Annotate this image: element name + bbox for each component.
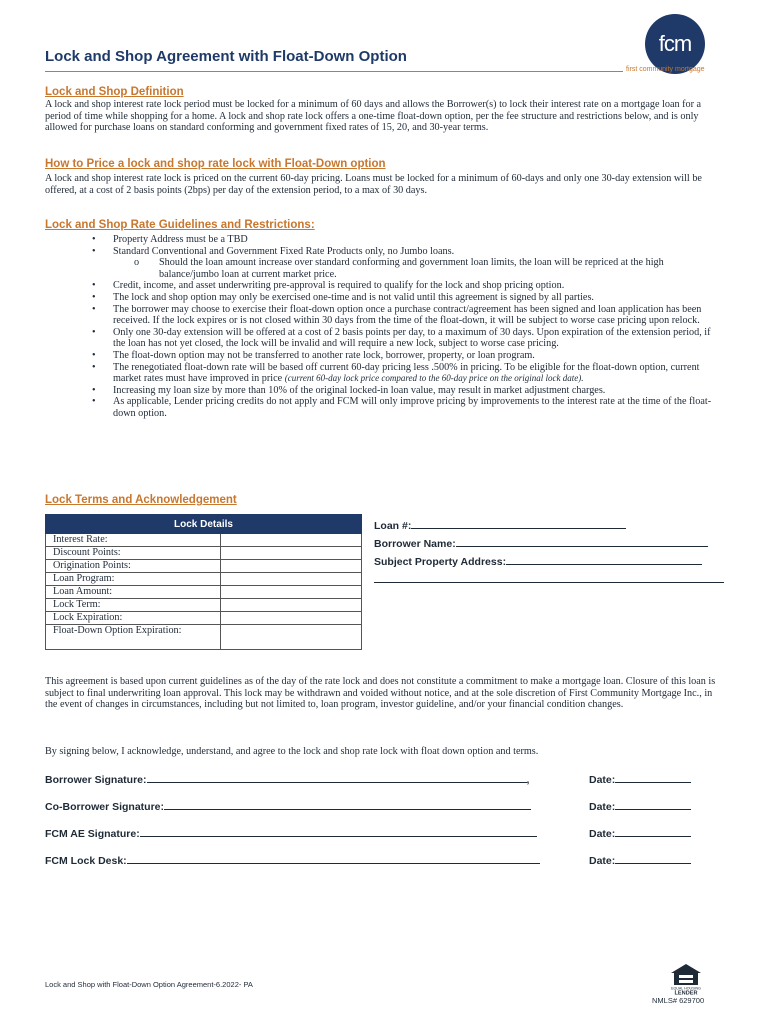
bullet-icon: • <box>92 396 96 408</box>
guidelines-list <box>45 234 725 420</box>
co-borrower-signature-field[interactable]: Co-Borrower Signature: <box>45 800 531 813</box>
title-divider <box>45 71 623 72</box>
bullet-icon: • <box>92 280 96 292</box>
logo-tagline: first community mortgage <box>626 66 705 73</box>
bullet-icon: • <box>92 361 96 373</box>
bullet-icon: • <box>92 349 96 361</box>
definition-heading: Lock and Shop Definition <box>45 86 184 98</box>
loan-number-field[interactable]: Loan #: <box>374 519 626 532</box>
value-cell[interactable] <box>221 547 362 560</box>
table-row: Interest Rate: <box>46 534 362 547</box>
ae-signature-line[interactable] <box>140 827 537 837</box>
table-row: Float-Down Option Expiration: <box>46 625 362 650</box>
guideline-item: • The borrower may choose to exercise their float-down option once a purchase contract/agreement has been signed and loan application has been received. If the lock expires or is not closed within 30 days from the time of the float-down, it will be subject to worse case pricing upon relock. <box>92 303 702 327</box>
equal-housing-lender-icon <box>666 963 706 995</box>
table-row: Lock Expiration: <box>46 612 362 625</box>
footer-document-id: Lock and Shop with Float-Down Option Agreement-6.2022- PA <box>45 980 253 989</box>
table-row: Lock Term: <box>46 599 362 612</box>
guideline-item: • Increasing my loan size by more than 10% of the original locked-in loan value, may result in market adjustment charges. <box>92 384 606 396</box>
logo-text: fcm <box>658 31 692 56</box>
fcm-logo <box>645 14 705 74</box>
table-row: Discount Points: <box>46 547 362 560</box>
float-down-note: (current 60-day lock price compared to the 60-day price on the original lock date). <box>284 373 584 384</box>
guideline-item: • Only one 30-day extension will be offered at a cost of 2 basis points per day, to a maximum of 30 days. Upon expiration of the extension period, if the loan has not yet closed, the lock will be invalid and will require a new lock, subject to worse case pricing. <box>92 326 711 350</box>
acknowledgement-text: By signing below, I acknowledge, understand, and agree to the lock and shop rate lock with float down option and terms. <box>45 746 539 757</box>
table-row: Loan Program: <box>46 573 362 586</box>
borrower-date-field[interactable]: Date: <box>589 773 691 786</box>
definition-body: A lock and shop interest rate lock period must be locked for a minimum of 60 days and allows the Borrower(s) to lock their interest rate on a mortgage loan for a period of time while shopping for a home. A lock and shop rate lock offers a one-time float-down option, per the fee structure and restrictions below, and is only allowed for purchase loans on standard conforming and government fixed rates of 15, 20, and 30-year terms. <box>45 99 702 134</box>
guideline-item: • The lock and shop option may only be exercised one-time and is not valid until this agreement is signed by all parties. <box>92 291 594 303</box>
guideline-item: • Property Address must be a TBD <box>92 234 248 245</box>
value-cell[interactable] <box>221 612 362 625</box>
value-cell[interactable] <box>221 573 362 586</box>
value-cell[interactable] <box>221 599 362 612</box>
svg-text:EQUAL HOUSING: EQUAL HOUSING <box>671 986 701 991</box>
bullet-icon: • <box>92 303 96 315</box>
subject-property-line-2[interactable] <box>374 573 724 586</box>
value-cell[interactable] <box>221 534 362 547</box>
lock-details-table <box>45 514 362 650</box>
borrower-signature-line[interactable] <box>147 773 527 783</box>
lock-desk-signature-line[interactable] <box>127 854 540 864</box>
ae-date-field[interactable]: Date: <box>589 827 691 840</box>
pricing-body: A lock and shop interest rate lock is priced on the current 60-day pricing. Loans must be locked for a minimum of 60-days and only one 30-day extension will be offered, at a cost of 2 basis points (2bps) per day of the extension period, to a max of 30 days. <box>45 173 702 196</box>
guideline-item: • As applicable, Lender pricing credits do not apply and FCM will only improve pricing by improvements to the interest rate at the time of the float-down option. <box>92 396 712 419</box>
subject-property-field[interactable]: Subject Property Address: <box>374 555 702 568</box>
subject-property-line[interactable] <box>506 555 702 565</box>
borrower-signature-field[interactable]: Borrower Signature: , <box>45 774 530 786</box>
table-row: Loan Amount: <box>46 586 362 599</box>
disclaimer-text: This agreement is based upon current guidelines as of the day of the rate lock and does not constitute a commitment to make a mortgage loan. Closure of this loan is subject to final underwriting loan approval. This lock may be withdrawn and voided without notice, and at the sole discretion of First Community Mortgage Inc., in the event of changes in circumstances, including but not limited to, loan program, investor guideline, and/or your financial condition changes. <box>45 676 716 711</box>
guideline-item: • Standard Conventional and Government Fixed Rate Products only, no Jumbo loans. <box>92 245 455 257</box>
co-borrower-date-field[interactable]: Date: <box>589 800 691 813</box>
lock-details-header: Lock Details <box>46 515 362 534</box>
bullet-icon: • <box>92 234 96 245</box>
lock-desk-signature-field[interactable]: FCM Lock Desk: <box>45 854 540 867</box>
value-cell[interactable] <box>221 586 362 599</box>
guideline-item: • The float-down option may not be transferred to another rate lock, borrower, property, or loan program. <box>92 349 535 361</box>
co-borrower-signature-line[interactable] <box>164 800 531 810</box>
document-title: Lock and Shop Agreement with Float-Down Option <box>45 48 407 65</box>
terms-heading: Lock Terms and Acknowledgement <box>45 494 237 506</box>
sub-bullet-icon: o <box>134 257 140 269</box>
guideline-item: • Credit, income, and asset underwriting pre-approval is required to qualify for the lock and shop pricing option. <box>92 280 565 292</box>
svg-text:LENDER: LENDER <box>674 990 698 995</box>
guidelines-heading: Lock and Shop Rate Guidelines and Restrictions: <box>45 219 315 231</box>
bullet-icon: • <box>92 245 96 257</box>
ae-signature-field[interactable]: FCM AE Signature: <box>45 827 537 840</box>
bullet-icon: • <box>92 384 96 396</box>
lock-desk-date-field[interactable]: Date: <box>589 854 691 867</box>
borrower-name-field[interactable]: Borrower Name: <box>374 537 708 550</box>
bullet-icon: • <box>92 291 96 303</box>
bullet-icon: • <box>92 326 96 338</box>
value-cell[interactable] <box>221 560 362 573</box>
table-row: Origination Points: <box>46 560 362 573</box>
guideline-subitem: o Should the loan amount increase over standard conforming and government loan limits, the loan will be repriced at the high balance/jumbo loan at current market price. <box>134 257 664 280</box>
loan-number-line[interactable] <box>411 519 626 529</box>
pricing-heading: How to Price a lock and shop rate lock with Float-Down option <box>45 158 386 170</box>
nmls-number: NMLS# 629700 <box>652 996 705 1005</box>
guideline-item: • The renegotiated float-down rate will be based off current 60-day pricing less .500% in pricing. To be eligible for the float-down option, current market rates must have improved in price (current 60-day lock price compared to the 60-day price on the original lock date). <box>92 361 700 385</box>
value-cell[interactable] <box>221 625 362 650</box>
borrower-name-line[interactable] <box>456 537 708 547</box>
